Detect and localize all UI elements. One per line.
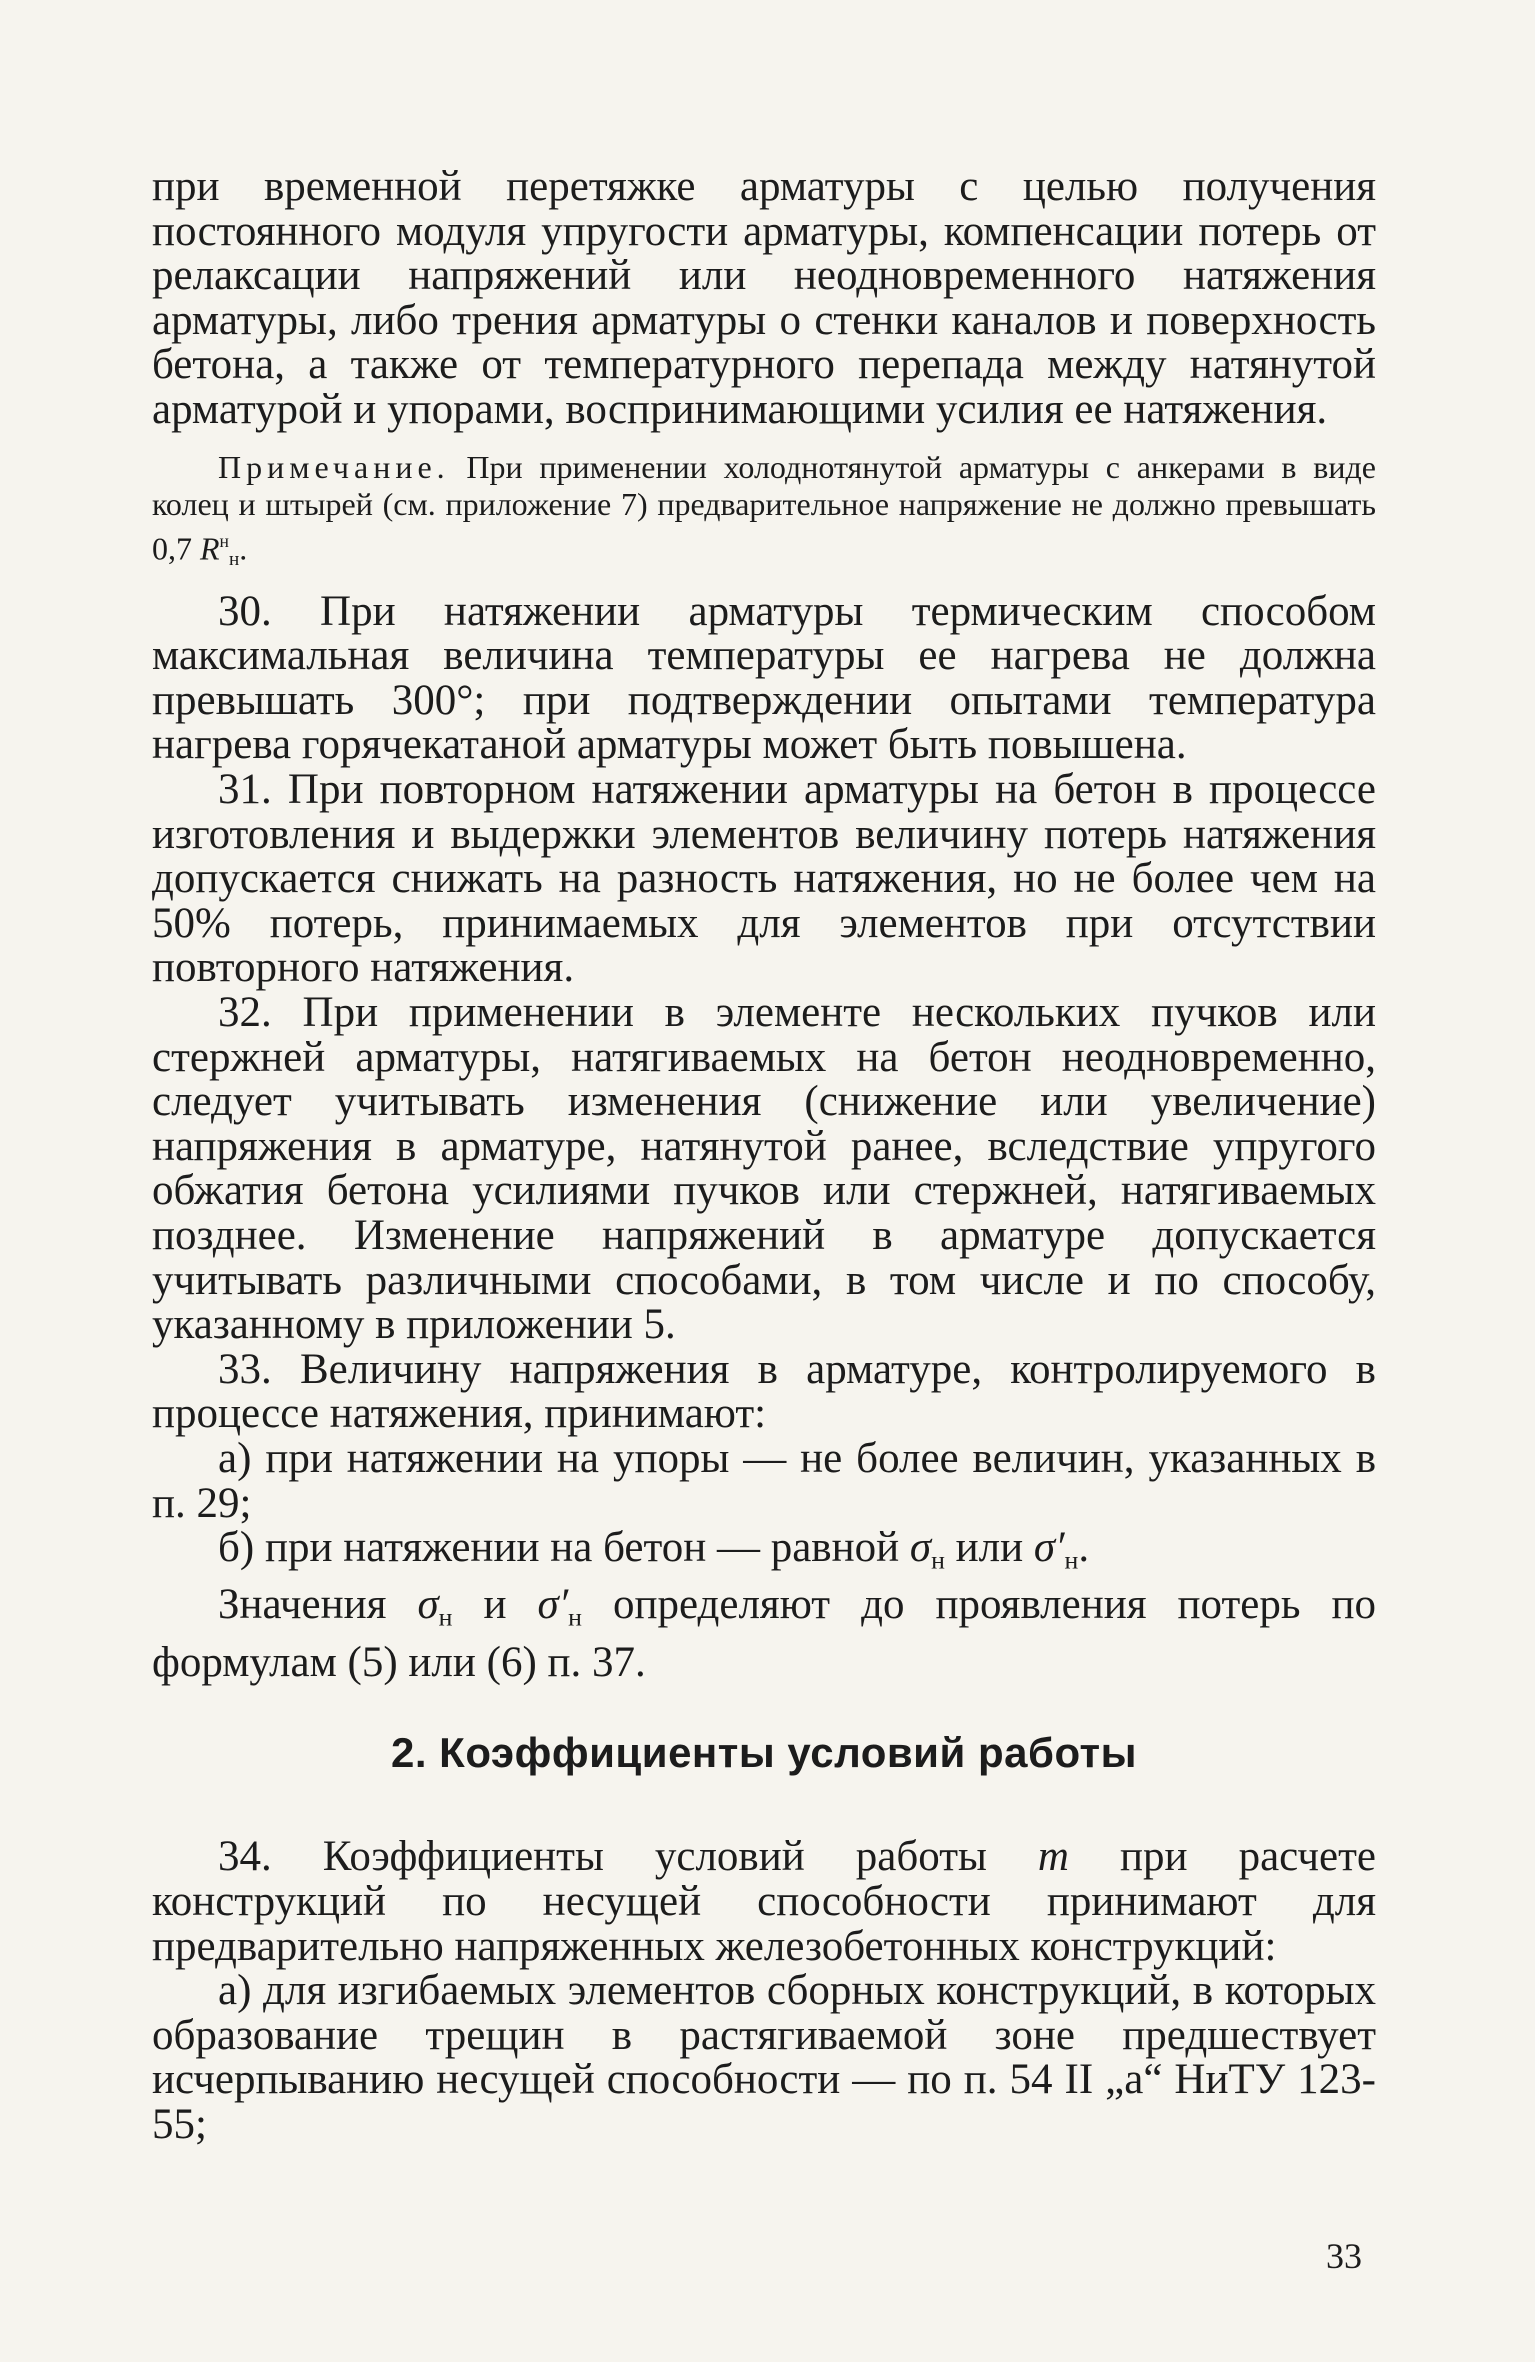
values-end: определяют до проявления потерь по формулам (5) или (6) п. 37. (152, 1581, 1376, 1686)
section-heading: 2. Коэффициенты условий работы (390, 1729, 1137, 1777)
paragraph-33: 33. Величину напряжения в арматуре, контролируемого в процессе натяжения, принимают: (152, 1345, 1376, 1438)
p34-text-start: 34. Коэффициенты условий работы (218, 1833, 1038, 1881)
note-subscript: н (228, 548, 240, 570)
p33b-text: б) при натяжении на бетон — равной (218, 1524, 910, 1572)
paragraph-30: 30. При натяжении арматуры термическим способом максимальная величина температуры ее нагрева не должна превышать 300°; при подтверждении опытами температура нагрева горячекатаной арматуры может быть повышена. (152, 587, 1376, 769)
note-label: Примечание. (218, 448, 450, 485)
p33b-or: или (944, 1524, 1034, 1572)
paragraph-33b (152, 1526, 1376, 1583)
sigma-symbol: σ (909, 1524, 932, 1572)
text-column (152, 165, 1376, 2148)
p34-text-end: при расчете конструкций по несущей способности принимают для предварительно напряженных железобетонных конструкций: (152, 1833, 1376, 1970)
paragraph-34 (152, 1835, 1376, 1969)
sigma-symbol: σ (417, 1581, 439, 1629)
note-text: При применении холоднотянутой арматуры с анкерами в виде колец и штырей (см. приложение 7) предварительное напряжение не должно превышать 0,7 (152, 448, 1376, 566)
paragraph-31: 31. При повторном натяжении арматуры на бетон в процессе изготовления и выдержки элементов величину потерь натяжения допускается снижать на разность натяжения, но не более чем на 50% потерь, принимаемых для элементов при отсутствии повторного натяжения. (152, 766, 1376, 992)
sigma-prime-subscript: н (1064, 1545, 1079, 1575)
sigma-prime-symbol: σ′ (1033, 1524, 1065, 1572)
page-number: 33 (1326, 2236, 1362, 2276)
note-end: . (239, 529, 248, 566)
sigma-subscript: н (931, 1545, 945, 1575)
values-and: и (452, 1581, 538, 1629)
note-paragraph (152, 449, 1376, 578)
note-symbol: R (200, 529, 220, 566)
sigma-subscript: н (438, 1603, 453, 1633)
paragraph-32: 32. При применении в элементе нескольких пучков или стержней арматуры, натягиваемых на бетон неодновременно, следует учитывать изменения (снижение или увеличение) напряжения в арматуре, натянутой ранее, вследствие упругого обжатия бетона усилиями пучков или стержней, натягиваемых позднее. Изменение напряжений в арматуре допускается учитывать различными способами, в том числе и по способу, указанному в приложении 5. (152, 988, 1376, 1349)
values-text: Значения (218, 1581, 418, 1629)
sigma-prime-subscript: н (568, 1603, 582, 1633)
paragraph-34a: а) для изгибаемых элементов сборных конструкций, в которых образование трещин в растягиваемой зоне предшествует исчерпыванию несущей способности — по п. 54 II „а“ НиТУ 123-55; (152, 1967, 1376, 2148)
p33b-end: . (1078, 1524, 1090, 1572)
paragraph-33a: а) при натяжении на упоры — не более величин, указанных в п. 29; (152, 1434, 1376, 1527)
intro-paragraph: при временной перетяжке арматуры с целью получения постоянного модуля упругости арматуры, компенсации потерь от релаксации напряжений или неодновременного натяжения арматуры, либо трения арматуры о стенки каналов и поверхность бетона, а также от температурного перепада между натянутой арматурой и упорами, воспринимающими усилия ее натяжения. (152, 163, 1376, 433)
sigma-prime-symbol: σ′ (537, 1581, 569, 1629)
note-superscript: н (219, 530, 229, 551)
m-symbol: m (1037, 1833, 1069, 1881)
values-paragraph (152, 1583, 1376, 1685)
